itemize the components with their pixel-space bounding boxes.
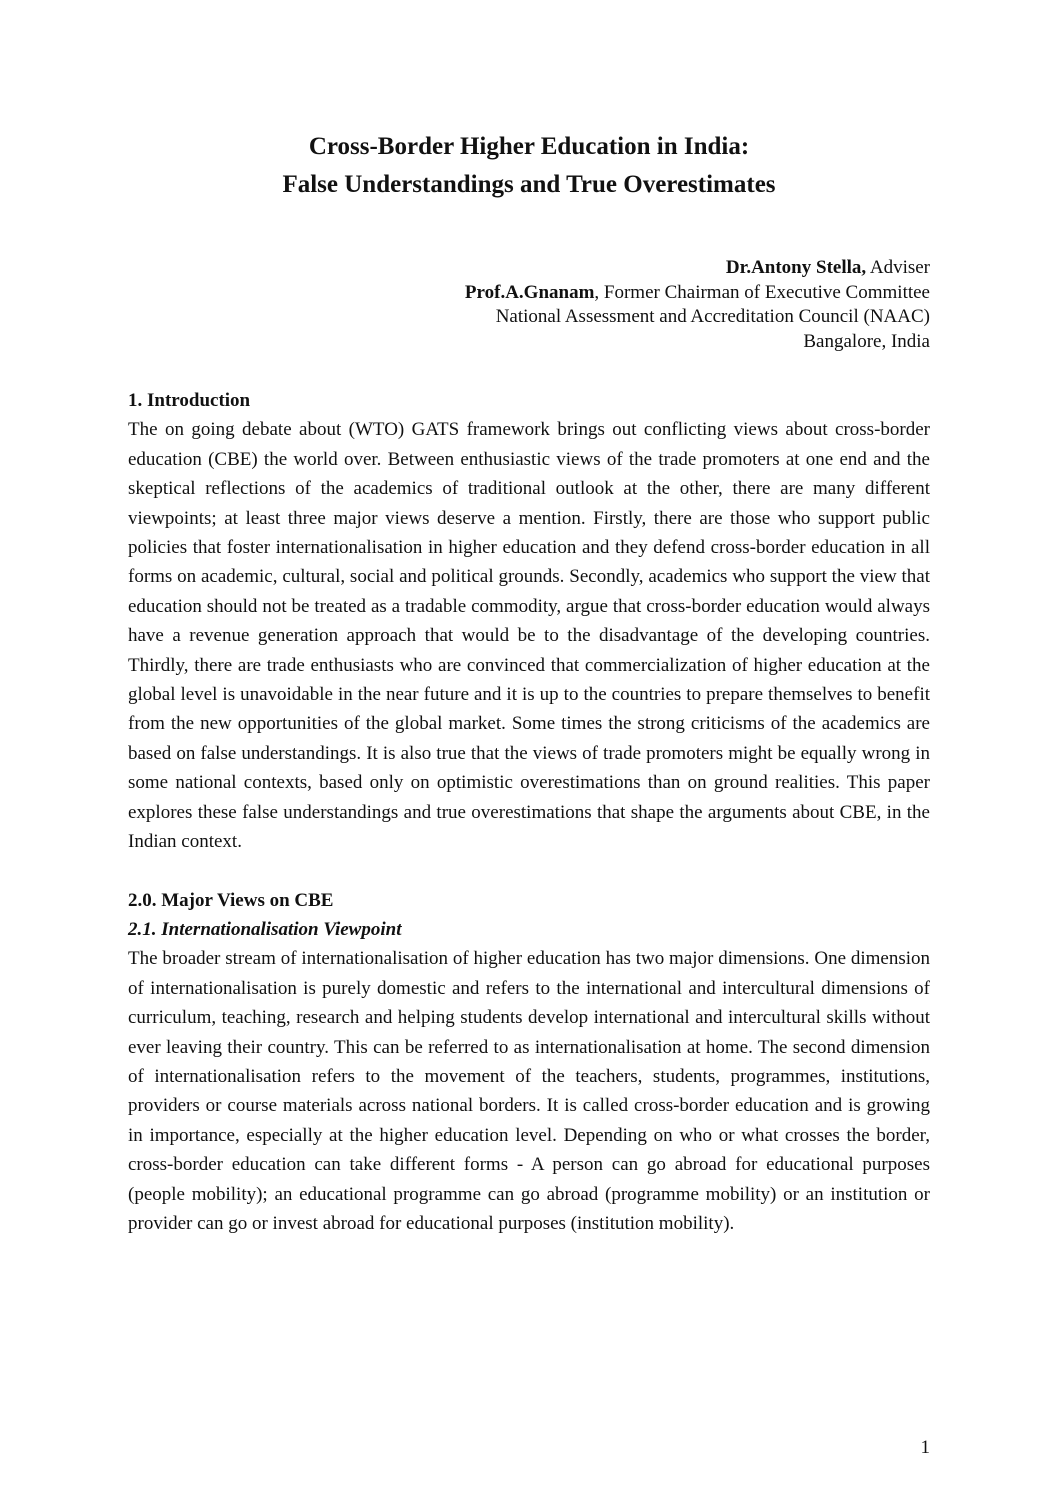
title-line-1: Cross-Border Higher Education in India:	[308, 133, 750, 160]
title-line-2: False Understandings and True Overestimates	[282, 171, 776, 198]
paper-title	[128, 128, 930, 204]
section-1-heading: 1. Introduction	[128, 390, 251, 411]
author-1-name: Dr.Antony Stella,	[725, 257, 867, 278]
location: Bangalore, India	[803, 330, 930, 352]
section-1-paragraph: The on going debate about (WTO) GATS framework brings out conflicting views about cross-border education (CBE) the world over. Between enthusiastic views of the trade promoters at one end and the skeptical reflections of the academics of traditional outlook at the other, there are many different viewpoints; at least three major views deserve a mention. Firstly, there are those who support public policies that foster internationalisation in higher education and they defend cross-border education in all forms on academic, cultural, social and political grounds. Secondly, academics who support the view that education should not be treated as a tradable commodity, argue that cross-border education would always have a revenue generation approach that would be to the disadvantage of the developing countries. Thirdly, there are trade enthusiasts who are convinced that commercialization of higher education at the global level is unavoidable in the near future and it is up to the countries to prepare themselves to benefit from the new opportunities of the global market. Some times the strong criticisms of the academics are based on false understandings. It is also true that the views of trade promoters might be equally wrong in some national contexts, based only on optimistic overestimations than on ground realities. This paper explores these false understandings and true overestimations that shape the arguments about CBE, in the Indian context.	[128, 419, 930, 853]
affiliation: National Assessment and Accreditation Council (NAAC)	[495, 306, 930, 327]
author-1-role: Adviser	[866, 257, 930, 278]
author-2-name: Prof.A.Gnanam	[464, 281, 595, 303]
author-2-role: , Former Chairman of Executive Committee	[594, 281, 930, 303]
section-2-1-paragraph: The broader stream of internationalisation of higher education has two major dimensions. One dimension of internationalisation is purely domestic and refers to the international and intercultural dimensions of curriculum, teaching, research and helping students develop international and intercultural skills without ever leaving their country. This can be referred to as internationalisation at home. The second dimension of internationalisation refers to the movement of the teachers, students, programmes, institutions, providers or course materials across national borders. It is called cross-border education and is growing in importance, especially at the higher education level. Depending on who or what crosses the border, cross-border education can take different forms - A person can go abroad for educational purposes (people mobility); an educational programme can go abroad (programme mobility) or an institution or provider can go or invest abroad for educational purposes (institution mobility).	[128, 948, 930, 1234]
page-number: 1	[920, 1437, 930, 1458]
section-gap	[128, 857, 930, 886]
author-1	[128, 256, 930, 281]
author-2	[128, 281, 930, 306]
author-block	[128, 256, 930, 354]
section-2-heading: 2.0. Major Views on CBE	[128, 889, 334, 911]
section-2-1-subheading: 2.1. Internationalisation Viewpoint	[128, 918, 402, 940]
body-content	[128, 386, 930, 1238]
